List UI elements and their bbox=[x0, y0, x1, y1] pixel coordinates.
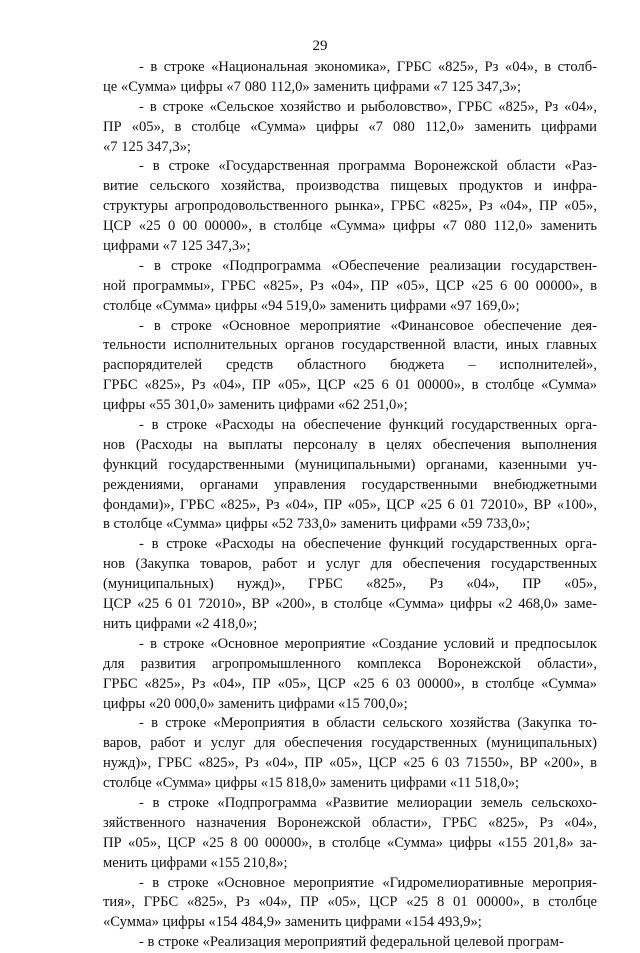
text-line: ПР «05», ЦСР «25 8 00 00000», в столбце «Сумма» цифры «155 201,8» за- bbox=[103, 834, 597, 851]
text-line: - в строке «Подпрограмма «Обеспечение реализации государствен- bbox=[139, 257, 597, 274]
text-line: витие сельского хозяйства, производства пищевых продуктов и инфра- bbox=[103, 178, 597, 195]
paragraph bbox=[103, 635, 597, 715]
text-line: нужд)», ГРБС «825», Рз «04», ПР «05», ЦСР «25 6 03 71550», ВР «200», в bbox=[103, 755, 597, 772]
text-line: тельности исполнительных органов государственной власти, иных главных bbox=[103, 337, 597, 354]
text-line: для развития агропромышленного комплекса Воронежской области», bbox=[103, 655, 597, 672]
paragraph bbox=[103, 933, 597, 953]
text-line: нов (Расходы на выплаты персоналу в целях обеспечения выполнения bbox=[103, 436, 597, 453]
text-line: цифры «55 301,0» заменить цифрами «62 251,0»; bbox=[103, 397, 408, 414]
text-line: - в строке «Мероприятия в области сельского хозяйства (Закупка то- bbox=[139, 715, 597, 732]
text-line: - в строке «Основное мероприятие «Финансовое обеспечение дея- bbox=[139, 317, 597, 334]
text-line: столбце «Сумма» цифры «94 519,0» заменить цифрами «97 169,0»; bbox=[103, 297, 520, 314]
text-line: менить цифрами «155 210,8»; bbox=[103, 854, 288, 871]
paragraph bbox=[103, 257, 597, 317]
text-line: - в строке «Реализация мероприятий федеральной целевой програм- bbox=[139, 934, 564, 951]
document-body bbox=[103, 58, 597, 953]
text-line: «7 125 347,3»; bbox=[103, 138, 191, 155]
text-line: функций государственными (муниципальными) органами, казенными уч- bbox=[103, 456, 597, 473]
text-line: ГРБС «825», Рз «04», ПР «05», ЦСР «25 6 03 00000», в столбце «Сумма» bbox=[103, 675, 597, 692]
text-line: «Сумма» цифры «154 484,9» заменить цифрами «154 493,9»; bbox=[103, 914, 482, 931]
text-line: - в строке «Расходы на обеспечение функций государственных орга- bbox=[139, 536, 597, 553]
text-line: ной программы», ГРБС «825», Рз «04», ПР «05», ЦСР «25 6 00 00000», в bbox=[103, 277, 597, 294]
text-line: - в строке «Сельское хозяйство и рыболовство», ГРБС «825», Рз «04», bbox=[139, 98, 597, 115]
text-line: в столбце «Сумма» цифры «52 733,0» заменить цифрами «59 733,0»; bbox=[103, 516, 531, 533]
text-line: столбце «Сумма» цифры «15 818,0» заменить цифрами «11 518,0»; bbox=[103, 775, 520, 792]
paragraph bbox=[103, 58, 597, 98]
text-line: нить цифрами «2 418,0»; bbox=[103, 615, 258, 632]
text-line: - в строке «Государственная программа Воронежской области «Раз- bbox=[139, 158, 597, 175]
page-number: 29 bbox=[312, 38, 328, 54]
text-line: ЦСР «25 0 00 00000», в столбце «Сумма» цифры «7 080 112,0» заменить bbox=[103, 218, 597, 235]
text-line: цифры «20 000,0» заменить цифрами «15 700,0»; bbox=[103, 695, 408, 712]
text-line: це «Сумма» цифры «7 080 112,0» заменить цифрами «7 125 347,3»; bbox=[103, 78, 522, 95]
text-line: - в строке «Расходы на обеспечение функций государственных орга- bbox=[139, 417, 597, 434]
text-line: ЦСР «25 6 01 72010», ВР «200», в столбце «Сумма» цифры «2 468,0» заме- bbox=[103, 596, 597, 613]
text-line: структуры агропродовольственного рынка», ГРБС «825», Рз «04», ПР «05», bbox=[103, 198, 597, 215]
paragraph bbox=[103, 157, 597, 256]
text-line: реждениями, органами управления государственными внебюджетными bbox=[103, 476, 597, 493]
paragraph bbox=[103, 874, 597, 934]
paragraph bbox=[103, 714, 597, 794]
text-line: - в строке «Основное мероприятие «Гидромелиоративные мероприя- bbox=[139, 874, 597, 891]
paragraph bbox=[103, 98, 597, 158]
text-line: - в строке «Подпрограмма «Развитие мелиорации земель сельскохо- bbox=[139, 794, 597, 811]
text-line: (муниципальных) нужд)», ГРБС «825», Рз «04», ПР «05», bbox=[103, 576, 597, 593]
text-line: варов, работ и услуг для обеспечения государственных (муниципальных) bbox=[103, 735, 597, 752]
text-line: ГРБС «825», Рз «04», ПР «05», ЦСР «25 6 01 00000», в столбце «Сумма» bbox=[103, 377, 597, 394]
text-line: - в строке «Национальная экономика», ГРБС «825», Рз «04», в столб- bbox=[139, 59, 597, 75]
text-line: цифрами «7 125 347,3»; bbox=[103, 238, 251, 255]
text-line: тия», ГРБС «825», Рз «04», ПР «05», ЦСР «25 8 01 00000», в столбце bbox=[103, 894, 597, 911]
text-line: зяйственного назначения Воронежской области», ГРБС «825», Рз «04», bbox=[103, 814, 597, 831]
paragraph bbox=[103, 535, 597, 634]
text-line: нов (Закупка товаров, работ и услуг для обеспечения государственных bbox=[103, 556, 597, 573]
text-line: - в строке «Основное мероприятие «Создание условий и предпосылок bbox=[139, 635, 597, 652]
text-line: ПР «05», в столбце «Сумма» цифры «7 080 112,0» заменить цифрами bbox=[103, 118, 597, 135]
paragraph bbox=[103, 317, 597, 416]
text-line: распорядителей средств областного бюджета – исполнителей», bbox=[103, 357, 597, 374]
paragraph bbox=[103, 794, 597, 874]
paragraph bbox=[103, 416, 597, 535]
text-line: фондами)», ГРБС «825», Рз «04», ПР «05», ЦСР «25 6 01 72010», ВР «100», bbox=[103, 496, 597, 513]
